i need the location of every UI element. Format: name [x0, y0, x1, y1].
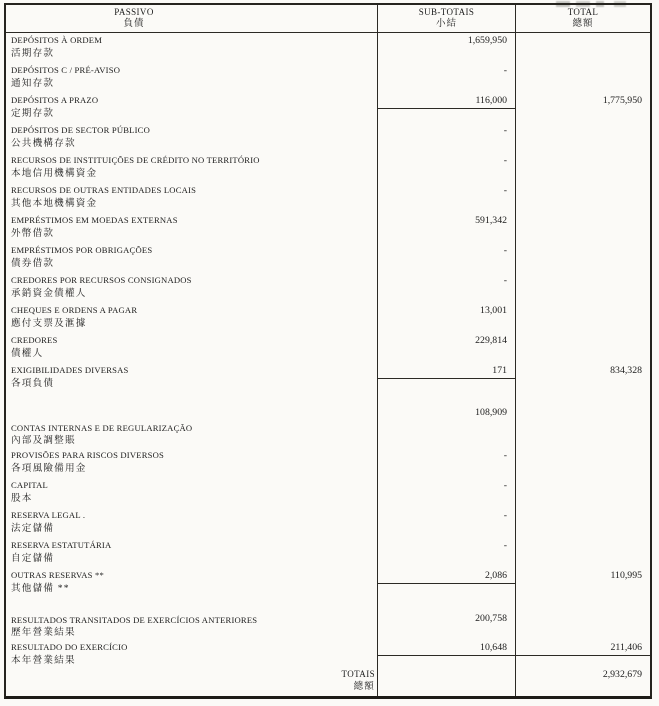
- total-value: 1,775,950: [602, 95, 642, 106]
- subtotal-value: -: [503, 275, 507, 286]
- table-row: [6, 123, 650, 153]
- total-cell: [515, 640, 650, 666]
- header-passivo-zh: 負債: [123, 19, 145, 29]
- total-cell: [515, 333, 650, 363]
- table-row: [6, 640, 650, 666]
- row-label-zh: 各項風險備用金: [11, 462, 87, 474]
- row-label-zh: 各項負債: [11, 377, 55, 389]
- subtotal-value: -: [503, 450, 507, 461]
- row-label-cell: [6, 93, 377, 123]
- row-label-pt: CHEQUES E ORDENS A PAGAR: [11, 305, 138, 315]
- row-label-cell: [6, 448, 377, 478]
- subtotal-value: 200,758: [475, 613, 507, 624]
- table-row: [6, 568, 650, 598]
- header-subtotals-zh: 小結: [435, 19, 457, 29]
- subtotal-cell: [377, 303, 515, 333]
- row-label-zh: 公共機構存款: [11, 137, 76, 149]
- total-value: [516, 123, 650, 138]
- subtotal-value: -: [503, 510, 507, 521]
- header-total-zh: 總額: [572, 19, 594, 29]
- subtotal-cell: [377, 123, 515, 153]
- row-label-pt: DEPÓSITOS C / PRÉ-AVISO: [11, 65, 121, 75]
- total-value: [516, 448, 650, 463]
- row-label-pt: DEPÓSITOS À ORDEM: [11, 35, 103, 45]
- totals-subtotal-cell: [377, 666, 515, 696]
- row-label-zh: 自定儲備: [11, 552, 55, 564]
- totals-row: [6, 666, 650, 696]
- table-row: [6, 63, 650, 93]
- totals-total-cell: [515, 666, 650, 696]
- row-label-pt: RECURSOS DE INSTITUIÇÕES DE CRÉDITO NO TERRITÓRIO: [11, 155, 260, 165]
- row-label-zh: 債權人: [11, 347, 44, 359]
- subtotal-value: -: [503, 480, 507, 491]
- row-label-cell: [6, 538, 377, 568]
- total-cell: [515, 183, 650, 213]
- total-cell: [515, 63, 650, 93]
- total-cell: [515, 568, 650, 598]
- total-value: [516, 303, 650, 318]
- row-label-zh: 歷年營業結果: [11, 627, 76, 638]
- total-value: [516, 478, 650, 493]
- header-total-pt: TOTAL: [567, 7, 599, 17]
- row-label-cell: [6, 213, 377, 243]
- total-cell: [515, 33, 650, 63]
- subtotal-cell: [377, 333, 515, 363]
- table-row: [6, 213, 650, 243]
- table-row: [6, 448, 650, 478]
- total-value: [516, 63, 650, 78]
- total-cell: [515, 478, 650, 508]
- total-cell: [515, 508, 650, 538]
- table-row: [6, 393, 650, 448]
- total-value: [516, 598, 650, 626]
- row-label-pt: OUTRAS RESERVAS **: [11, 570, 105, 580]
- total-cell: [515, 273, 650, 303]
- total-cell: [515, 363, 650, 393]
- row-label-cell: [6, 508, 377, 538]
- table-row: [6, 153, 650, 183]
- subtotal-value: 116,000: [378, 93, 515, 109]
- totals-label-cell: [6, 666, 377, 696]
- total-value: [516, 243, 650, 258]
- row-label-cell: [6, 598, 377, 640]
- row-label-zh: 股本: [11, 492, 33, 504]
- totals-label-pt: TOTAIS: [341, 669, 375, 679]
- row-label-pt: CREDORES: [11, 335, 58, 345]
- row-label-cell: [6, 273, 377, 303]
- total-value: [516, 33, 650, 48]
- header-subtotals-pt: SUB-TOTAIS: [418, 7, 475, 17]
- row-label-zh: 本地信用機構資金: [11, 167, 98, 179]
- subtotal-value: 229,814: [475, 335, 507, 346]
- header-cell-passivo: [6, 5, 377, 32]
- table-row: [6, 243, 650, 273]
- subtotal-cell: [377, 363, 515, 393]
- total-value: [516, 183, 650, 198]
- subtotal-cell: [377, 538, 515, 568]
- table-row: [6, 538, 650, 568]
- total-value: [516, 273, 650, 288]
- subtotal-cell: [377, 508, 515, 538]
- total-cell: [515, 303, 650, 333]
- row-label-zh: 活期存款: [11, 47, 55, 59]
- table-row: [6, 273, 650, 303]
- subtotal-value: 2,086: [378, 568, 515, 584]
- row-label-zh: 其他本地機構資金: [11, 197, 98, 209]
- subtotal-cell: [377, 598, 515, 640]
- row-label-pt: CAPITAL: [11, 480, 48, 490]
- header-cell-subtotals: [377, 5, 515, 32]
- subtotal-value: -: [503, 245, 507, 256]
- subtotal-cell: [377, 33, 515, 63]
- total-cell: [515, 448, 650, 478]
- subtotal-cell: [377, 448, 515, 478]
- row-label-cell: [6, 183, 377, 213]
- subtotal-cell: [377, 393, 515, 448]
- row-label-pt: RESULTADO DO EXERCÍCIO: [11, 642, 128, 652]
- total-cell: [515, 538, 650, 568]
- subtotal-cell: [377, 153, 515, 183]
- table-row: [6, 33, 650, 63]
- totals-subtotal-value: [378, 666, 515, 682]
- total-cell: [515, 393, 650, 448]
- passivo-table: [4, 3, 652, 699]
- row-label-cell: [6, 153, 377, 183]
- table-row: [6, 363, 650, 393]
- header-passivo-pt: PASSIVO: [114, 7, 154, 17]
- table-header: [6, 5, 650, 33]
- subtotal-cell: [377, 568, 515, 598]
- total-cell: [515, 153, 650, 183]
- table-row: [6, 303, 650, 333]
- row-label-zh: 應付支票及滙據: [11, 317, 87, 329]
- total-cell: [515, 598, 650, 640]
- table-row: [6, 598, 650, 640]
- row-label-cell: [6, 33, 377, 63]
- table-row: [6, 93, 650, 123]
- subtotal-cell: [377, 273, 515, 303]
- row-label-pt: RESERVA ESTATUTÁRIA: [11, 540, 112, 550]
- row-label-pt: EMPRÉSTIMOS POR OBRIGAÇÕES: [11, 245, 153, 255]
- row-label-pt: RESULTADOS TRANSITADOS DE EXERCÍCIOS ANTERIORES: [11, 614, 258, 625]
- table-row: [6, 478, 650, 508]
- row-label-cell: [6, 333, 377, 363]
- total-value: 211,406: [516, 640, 650, 656]
- total-value: [516, 538, 650, 553]
- subtotal-value: -: [503, 185, 507, 196]
- total-value: [516, 393, 650, 420]
- subtotal-cell: [377, 63, 515, 93]
- subtotal-cell: [377, 93, 515, 123]
- total-value: [516, 153, 650, 168]
- total-cell: [515, 213, 650, 243]
- subtotal-value: -: [503, 155, 507, 166]
- total-value: [516, 333, 650, 348]
- row-label-pt: RESERVA LEGAL .: [11, 510, 86, 520]
- row-label-pt: PROVISÕES PARA RISCOS DIVERSOS: [11, 450, 165, 460]
- subtotal-cell: [377, 478, 515, 508]
- subtotal-cell: [377, 243, 515, 273]
- subtotal-value: -: [503, 65, 507, 76]
- row-label-zh: 債券借款: [11, 257, 55, 269]
- table-row: [6, 508, 650, 538]
- totals-label-zh: 總額: [353, 681, 375, 692]
- subtotal-value: -: [503, 125, 507, 136]
- total-cell: [515, 243, 650, 273]
- row-label-zh: 內部及調整賬: [11, 435, 76, 446]
- row-label-cell: [6, 478, 377, 508]
- subtotal-value: 10,648: [378, 640, 515, 656]
- subtotal-value: -: [503, 540, 507, 551]
- row-label-zh: 外幣借款: [11, 227, 55, 239]
- row-label-cell: [6, 63, 377, 93]
- row-label-cell: [6, 243, 377, 273]
- row-label-pt: RECURSOS DE OUTRAS ENTIDADES LOCAIS: [11, 185, 197, 195]
- row-label-pt: DEPÓSITOS A PRAZO: [11, 95, 99, 105]
- total-value: [516, 508, 650, 523]
- header-cell-total: [515, 5, 650, 32]
- row-label-pt: EMPRÉSTIMOS EM MOEDAS EXTERNAS: [11, 215, 178, 225]
- subtotal-cell: [377, 640, 515, 666]
- subtotal-cell: [377, 183, 515, 213]
- totals-total-value: 2,932,679: [602, 669, 642, 680]
- row-label-zh: 法定儲備: [11, 522, 55, 534]
- total-value: [516, 213, 650, 228]
- row-label-zh: 通知存款: [11, 77, 55, 89]
- subtotal-value: 108,909: [475, 407, 507, 418]
- table-row: [6, 183, 650, 213]
- subtotal-value: 1,659,950: [467, 35, 507, 46]
- row-label-pt: DEPÓSITOS DE SECTOR PÚBLICO: [11, 125, 151, 135]
- row-label-zh: 承銷資金債權人: [11, 287, 87, 299]
- row-label-zh: 其他儲備 **: [11, 582, 70, 594]
- total-cell: [515, 93, 650, 123]
- subtotal-value: 591,342: [475, 215, 507, 226]
- row-label-cell: [6, 123, 377, 153]
- row-label-pt: CREDORES POR RECURSOS CONSIGNADOS: [11, 275, 192, 285]
- row-label-cell: [6, 568, 377, 598]
- subtotal-value: 171: [378, 363, 515, 379]
- row-label-pt: EXIGIBILIDADES DIVERSAS: [11, 365, 129, 375]
- row-label-cell: [6, 640, 377, 666]
- row-label-zh: 本年營業結果: [11, 654, 76, 666]
- total-cell: [515, 123, 650, 153]
- row-label-cell: [6, 363, 377, 393]
- row-label-cell: [6, 303, 377, 333]
- total-value: 834,328: [610, 365, 642, 376]
- row-label-zh: 定期存款: [11, 107, 55, 119]
- subtotal-cell: [377, 213, 515, 243]
- row-label-pt: CONTAS INTERNAS E DE REGULARIZAÇÃO: [11, 422, 193, 433]
- table-body: [6, 33, 650, 666]
- total-value: 110,995: [610, 570, 642, 581]
- table-row: [6, 333, 650, 363]
- row-label-cell: [6, 393, 377, 448]
- subtotal-value: 13,001: [480, 305, 507, 316]
- header-passivo-inner: [6, 7, 262, 30]
